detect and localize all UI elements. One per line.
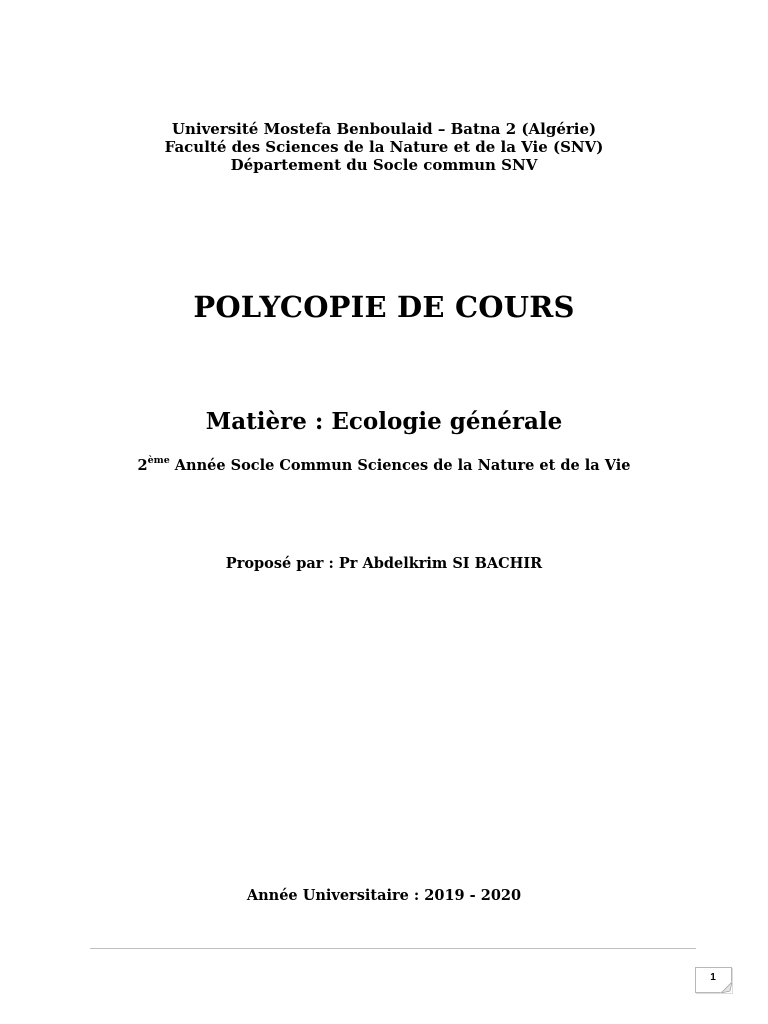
study-level-text: Année Socle Commun Sciences de la Nature et de la Vie bbox=[169, 457, 631, 474]
study-level-number: 2 bbox=[137, 457, 148, 474]
subject-title: Matière : Ecologie générale bbox=[205, 408, 563, 435]
study-level-superscript: ème bbox=[147, 455, 170, 467]
department-name: Département du Socle commun SNV bbox=[230, 156, 538, 174]
page-number: 1 bbox=[710, 972, 716, 983]
document-title: POLYCOPIE DE COURS bbox=[193, 290, 575, 324]
university-name: Université Mostefa Benboulaid – Batna 2 (Algérie) bbox=[171, 120, 597, 138]
footer-divider bbox=[90, 948, 696, 949]
faculty-name: Faculté des Sciences de la Nature et de la Vie (SNV) bbox=[164, 138, 604, 156]
author-line: Proposé par : Pr Abdelkrim SI BACHIR bbox=[225, 555, 543, 572]
academic-year: Année Universitaire : 2019 - 2020 bbox=[246, 887, 522, 904]
page-curl-icon bbox=[720, 981, 732, 993]
page-number-badge bbox=[695, 967, 732, 993]
study-level bbox=[0, 456, 768, 476]
